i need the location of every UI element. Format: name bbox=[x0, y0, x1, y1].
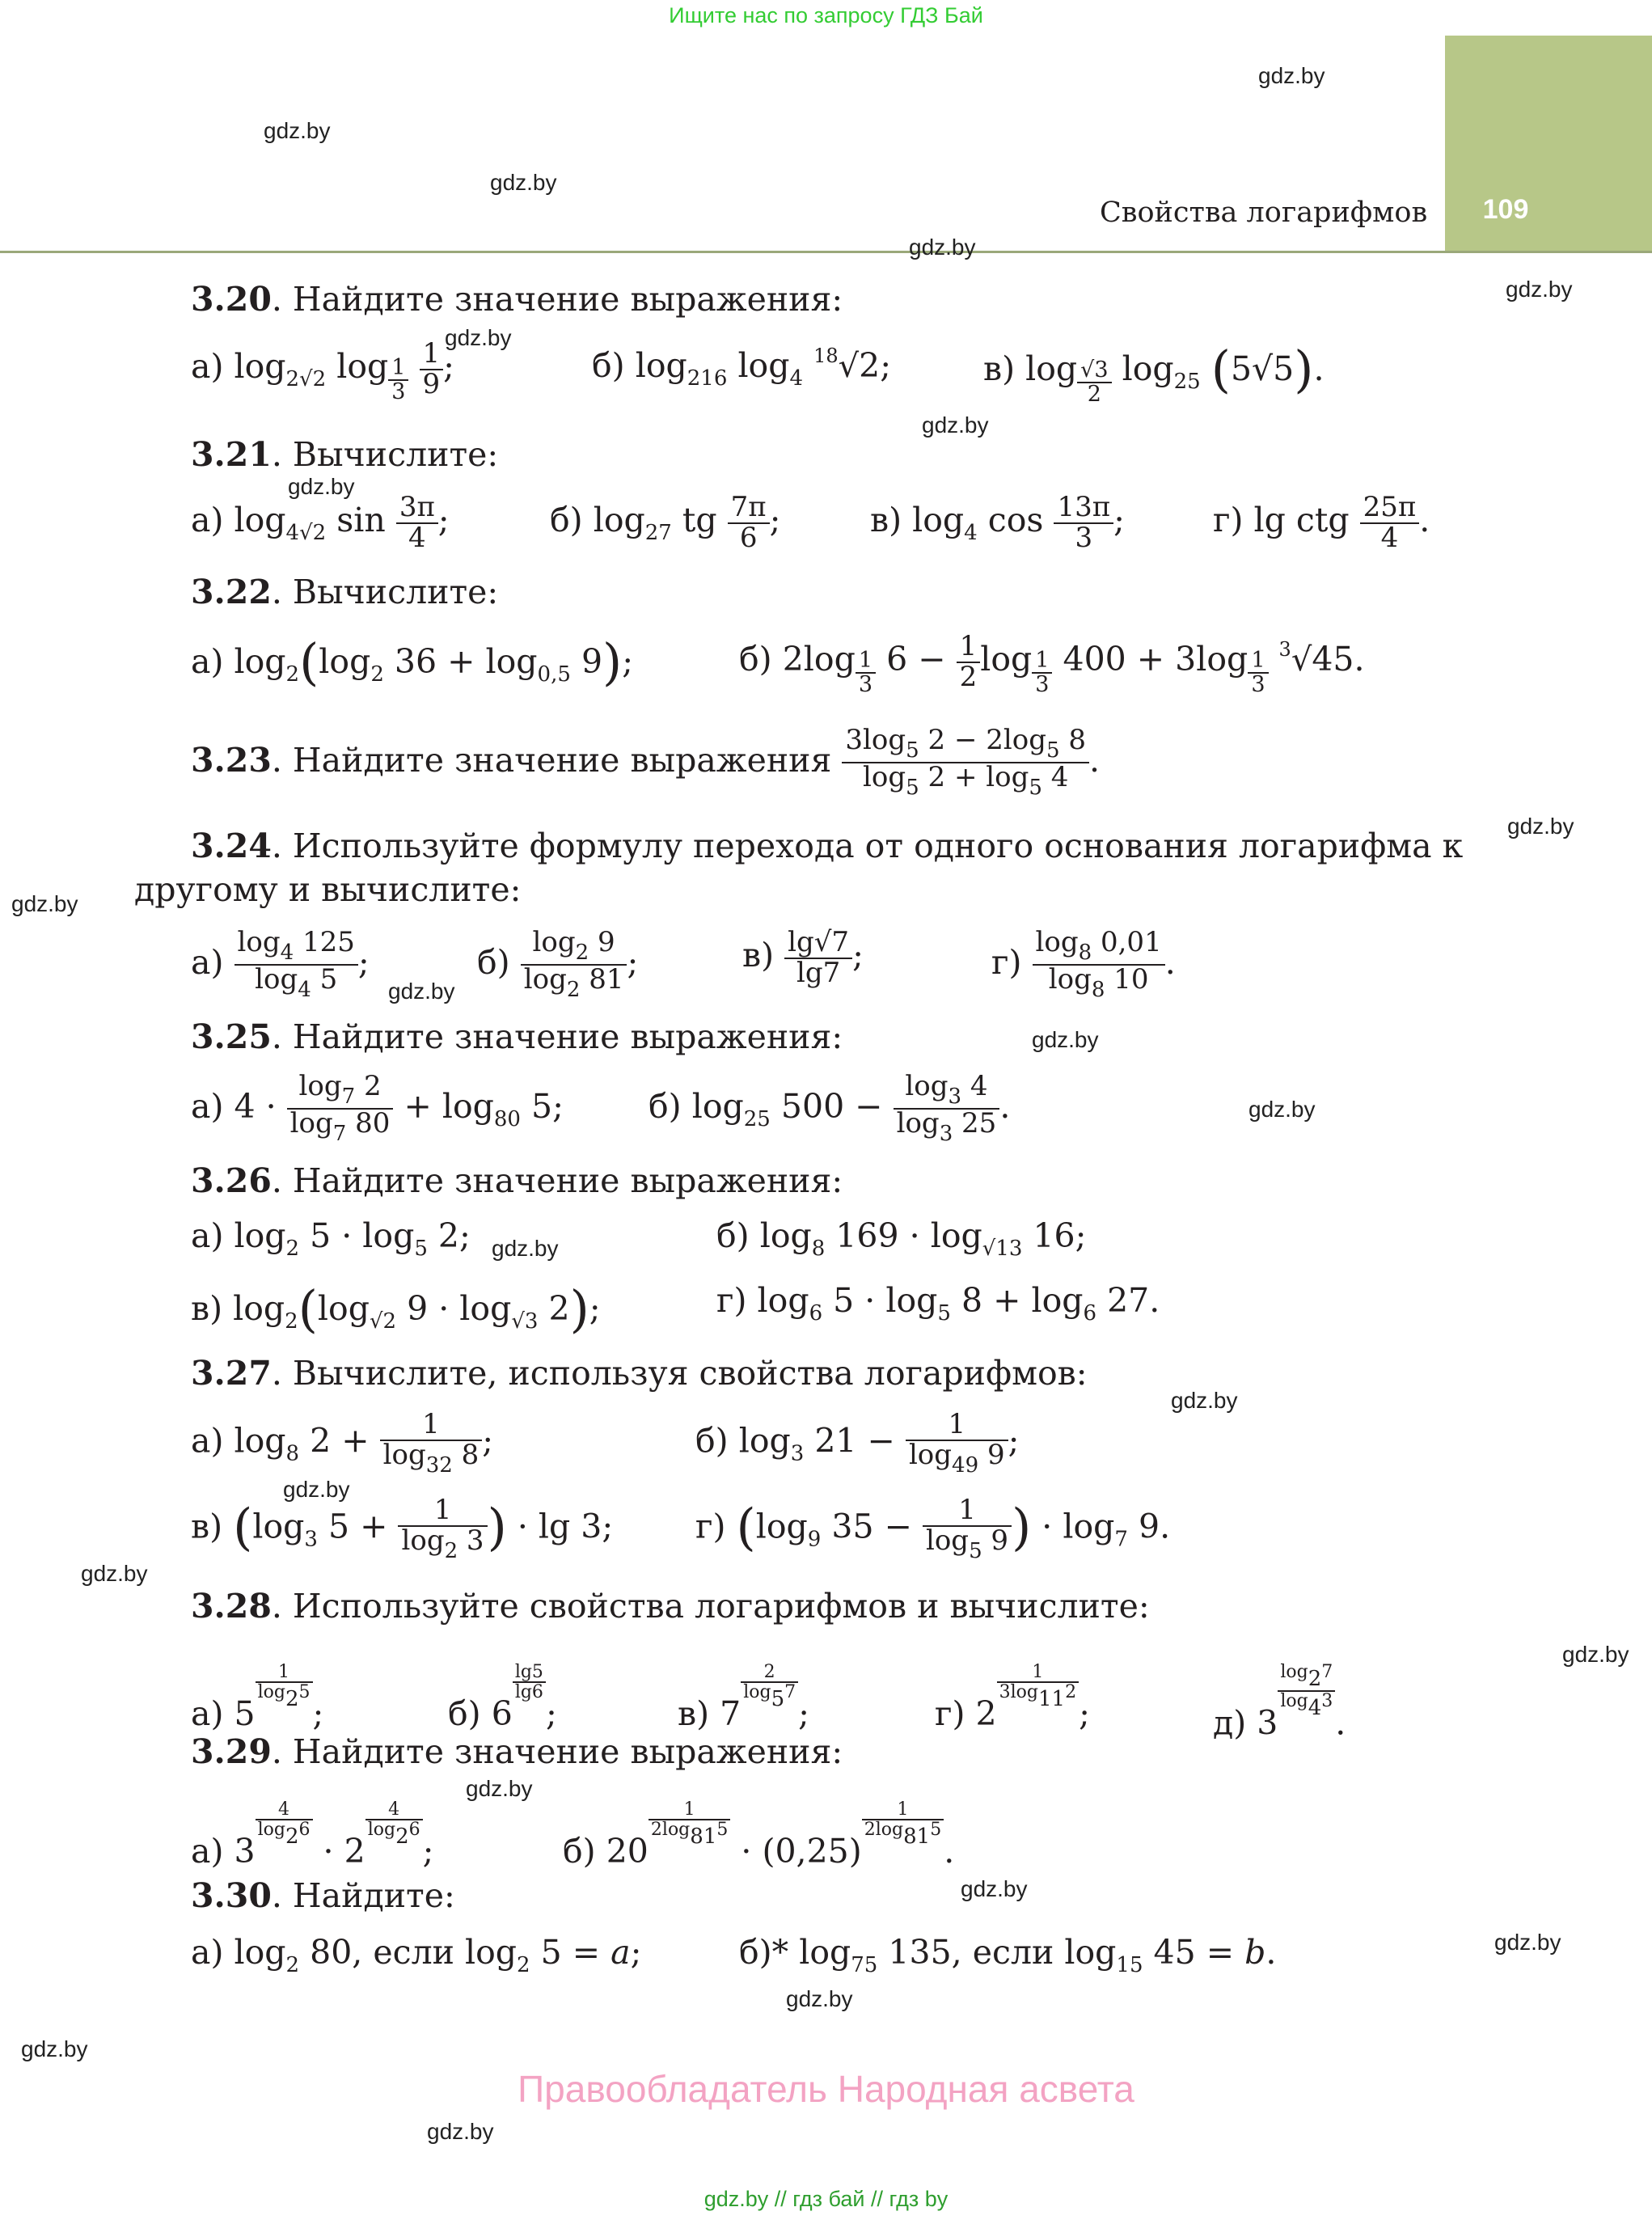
problem-3-22-heading: 3.22. Вычислите: bbox=[191, 573, 499, 611]
footer-links: gdz.by // гдз бай // гдз by bbox=[703, 2187, 949, 2211]
problem-3-28-d: д) 3 $\frac{\log_27}{\log_43}$ . bbox=[1213, 1662, 1346, 1743]
problem-3-24-heading-cont: другому и вычислите: bbox=[134, 870, 522, 909]
problem-3-25-b: б) $\log_{25} 500$ − $\frac{\log_3 4}{\log_3 25}$ . bbox=[649, 1070, 1011, 1147]
problem-3-30-a: а) $\log_2 80$, если $\log_2 5 = a$; bbox=[191, 1933, 642, 1977]
problem-3-26-heading: 3.26. Найдите значение выражения: bbox=[191, 1161, 843, 1200]
watermark: gdz.by bbox=[1171, 1388, 1238, 1413]
problem-3-26-v: в) $\log_2(\log_{√2}$ $9 \cdot \log_{√3} 2$); bbox=[191, 1279, 601, 1338]
problem-3-26-b: б) $\log_8 169 \cdot \log_{√13} 16$; bbox=[716, 1216, 1087, 1261]
problem-3-29-b: б) 20 $\frac{1}{2\log_{81}5}$ · (0,25) $\frac{1}{2\log_{81}5}$ . bbox=[563, 1799, 955, 1871]
problem-3-28-heading: 3.28. Используйте свойства логарифмов и вычислите: bbox=[191, 1587, 1150, 1626]
watermark: gdz.by bbox=[11, 891, 78, 916]
problem-3-24-a: а) $\frac{\log_4 125}{\log_4 5}$ ; bbox=[191, 926, 370, 1003]
problem-3-21-a: а) $\log_{4√2} \sin$ $\frac{3\pi}{4}$ ; bbox=[191, 491, 450, 554]
watermark: gdz.by bbox=[961, 1876, 1028, 1901]
watermark: gdz.by bbox=[1258, 63, 1325, 88]
problem-3-29-heading: 3.29. Найдите значение выражения: bbox=[191, 1732, 843, 1771]
problem-3-27-g: г) ($\log_9$ 35 − $\frac{1}{\log_5 9}$ ) · $\log_7 9$. bbox=[695, 1494, 1171, 1563]
problem-3-20-v: в) log $_{\frac{√3}{2}}$ $\log_{25} (5√5)$. bbox=[983, 340, 1325, 407]
watermark: gdz.by bbox=[388, 979, 455, 1004]
copyright-note: Правообладатель Народная асвета bbox=[518, 2068, 1134, 2110]
watermark: gdz.by bbox=[427, 2119, 494, 2144]
watermark: gdz.by bbox=[466, 1776, 533, 1801]
problem-3-21-g: г) lg ctg $\frac{25\pi}{4}$ . bbox=[1213, 491, 1430, 554]
top-note: Ищите нас по запросу ГДЗ Бай bbox=[669, 3, 983, 27]
problem-3-30-b: б)* $\log_{75} 135$, если $\log_{15} 45 = b$. bbox=[739, 1933, 1277, 1977]
problem-3-20-heading: 3.20. Найдите значение выражения: bbox=[191, 280, 843, 319]
problem-3-24-heading: 3.24. Используйте формулу перехода от одного основания логарифма к bbox=[191, 827, 1464, 865]
watermark: gdz.by bbox=[81, 1561, 148, 1586]
watermark: gdz.by bbox=[909, 235, 976, 260]
watermark: gdz.by bbox=[1032, 1027, 1099, 1052]
problem-3-21-v: в) $\log_4 \cos$ $\frac{13\pi}{3}$ ; bbox=[870, 491, 1125, 554]
problem-3-24-g: г) $\frac{\log_8 0,01}{\log_8 10}$ . bbox=[991, 926, 1176, 1003]
problem-3-26-g: г) $\log_6 5 \cdot \log_5 8 + \log_6 27$. bbox=[716, 1281, 1160, 1326]
watermark: gdz.by bbox=[283, 1477, 350, 1502]
problem-3-28-v: в) 7 $\frac{2}{\log_57}$ ; bbox=[678, 1662, 809, 1734]
problem-3-27-b: б) $\log_3 21$ − $\frac{1}{\log_{49} 9}$ ; bbox=[695, 1408, 1020, 1478]
watermark: gdz.by bbox=[490, 170, 557, 195]
page-number: 109 bbox=[1482, 194, 1529, 225]
watermark: gdz.by bbox=[1562, 1642, 1629, 1667]
header-rule bbox=[0, 251, 1652, 253]
problem-3-27-v: в) ($\log_3$ 5 + $\frac{1}{\log_2 3}$ ) · lg 3; bbox=[191, 1494, 614, 1563]
problem-3-22-a: а) $\log_2(\log_2$ $36 + \log_{0,5} 9$); bbox=[191, 632, 634, 691]
watermark: gdz.by bbox=[1506, 277, 1573, 302]
watermark: gdz.by bbox=[445, 325, 512, 350]
problem-3-28-g: г) 2 $\frac{1}{3\log_{11}2}$ ; bbox=[935, 1662, 1090, 1734]
problem-3-22-b: б) 2log $_{\frac{1}{3}}$ 6 − $\frac{1}{2}$ log $_{\frac{1}{3}}$ 400 + 3log $_{\frac{1}{3}}$ $^3$√45. bbox=[739, 630, 1365, 698]
problem-3-24-b: б) $\frac{\log_2 9}{\log_2 81}$ ; bbox=[477, 926, 639, 1003]
problem-3-27-heading: 3.27. Вычислите, используя свойства логарифмов: bbox=[191, 1354, 1088, 1393]
watermark: gdz.by bbox=[21, 2036, 88, 2061]
problem-3-25-a: а) 4 · $\frac{\log_7 2}{\log_7 80}$ + $\log_{80} 5$; bbox=[191, 1070, 564, 1147]
watermark: gdz.by bbox=[1494, 1930, 1561, 1955]
problem-3-21-heading: 3.21. Вычислите: bbox=[191, 435, 499, 474]
watermark: gdz.by bbox=[786, 1986, 853, 2011]
problem-3-20-b: б) $\log_{216} \log_4 ^{18}√2$; bbox=[592, 345, 892, 391]
problem-3-24-v: в) $\frac{\lg√7}{\lg 7}$ ; bbox=[742, 926, 864, 989]
problem-3-29-a: а) 3 $\frac{4}{\log_26}$ · 2 $\frac{4}{\log_26}$ ; bbox=[191, 1799, 434, 1871]
watermark: gdz.by bbox=[922, 412, 989, 438]
problem-3-21-b: б) $\log_{27}$ tg $\frac{7\pi}{6}$ ; bbox=[550, 491, 781, 554]
watermark: gdz.by bbox=[492, 1236, 559, 1261]
problem-3-23: 3.23. Найдите значение выражения $\frac{3\log_5 2 - 2\log_5 8}{\log_5 2 + \log_5 4}$ . bbox=[191, 724, 1101, 801]
problem-3-28-b: б) 6 $\frac{\lg 5}{\lg 6}$ ; bbox=[448, 1662, 557, 1734]
problem-3-27-a: а) $\log_8 2$ + $\frac{1}{\log_{32} 8}$ ; bbox=[191, 1408, 494, 1478]
watermark: gdz.by bbox=[264, 118, 331, 143]
problem-3-25-heading: 3.25. Найдите значение выражения: bbox=[191, 1017, 843, 1056]
problem-3-28-a: а) 5 $\frac{1}{\log_25}$ ; bbox=[191, 1662, 324, 1734]
running-title: Свойства логарифмов bbox=[1100, 197, 1428, 229]
problem-3-26-a: а) $\log_2 5 \cdot \log_5 2$; bbox=[191, 1216, 471, 1261]
problem-3-20-a: а) $\log_{2√2} \log$ $_{\frac{1}{3}}$ $\frac{1}{9}$ ; bbox=[191, 337, 454, 405]
watermark: gdz.by bbox=[1507, 814, 1574, 839]
watermark: gdz.by bbox=[1249, 1097, 1316, 1122]
problem-3-30-heading: 3.30. Найдите: bbox=[191, 1876, 455, 1915]
watermark: gdz.by bbox=[288, 474, 355, 499]
